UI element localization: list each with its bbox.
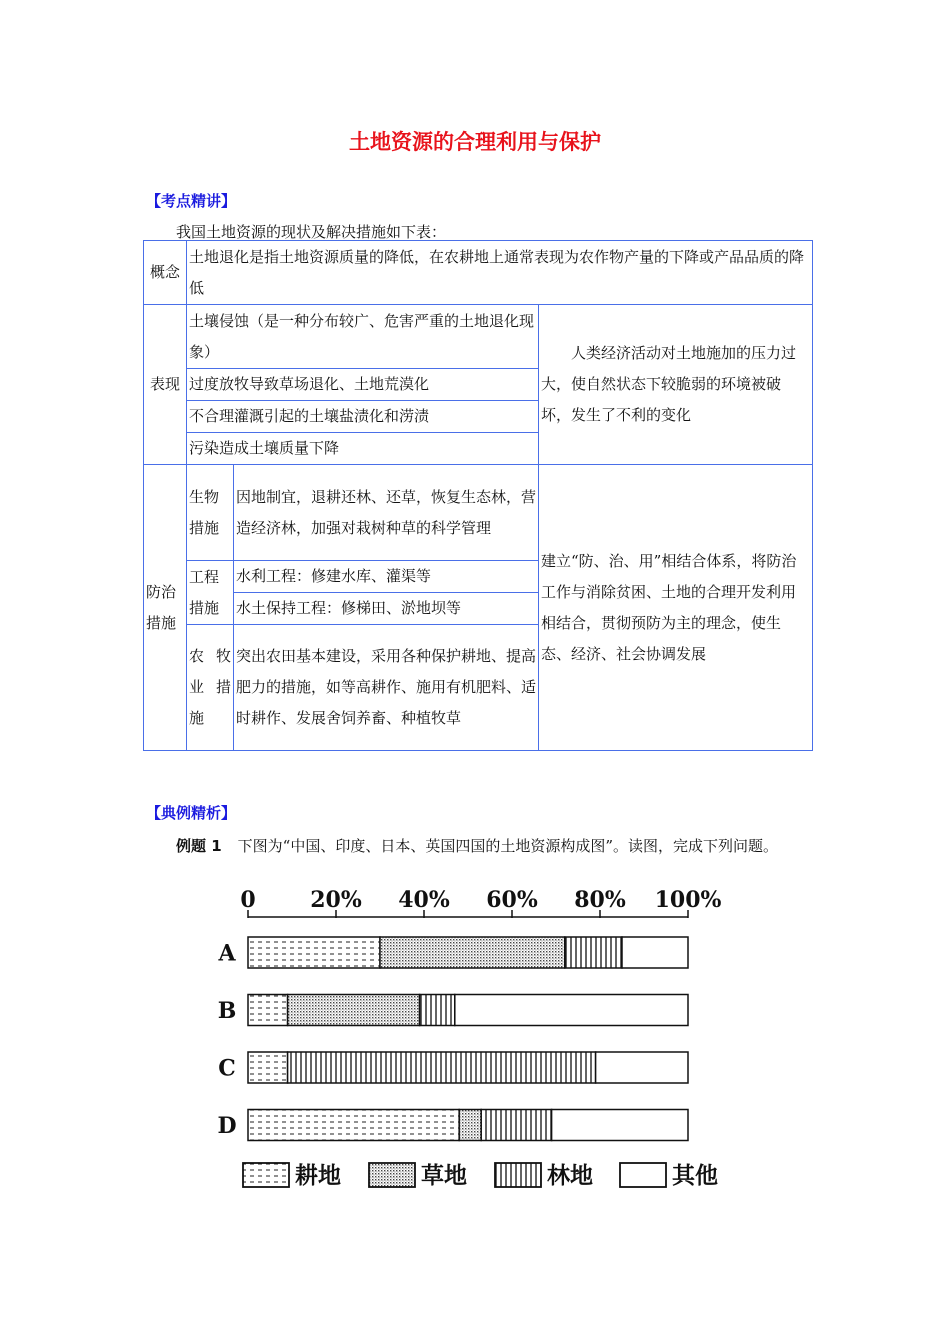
page-title: 土地资源的合理利用与保护 (349, 130, 601, 154)
example-text: 下图为“中国、印度、日本、英国四国的土地资源构成图”。读图，完成下列问题。 (237, 837, 779, 855)
bar-segment-forest (565, 937, 622, 968)
category-label: A (218, 940, 236, 967)
bar-segment-forest (288, 1052, 596, 1083)
intro-text: 我国土地资源的现状及解决措施如下表： (176, 223, 447, 241)
legend-swatch (243, 1163, 289, 1187)
manifest-label: 表现 (144, 305, 187, 465)
x-tick-label: 40% (398, 887, 450, 913)
engineering-item: 水利工程：修建水库、灌渠等 (234, 561, 539, 593)
land-resource-table (143, 240, 813, 751)
manifest-item: 土壤侵蚀（是一种分布较广、危害严重的土地退化现象） (187, 305, 539, 369)
example-question (146, 831, 812, 861)
manifest-cause: 人类经济活动对土地施加的压力过大，使自然状态下较脆弱的环境被破坏，发生了不利的变化 (539, 305, 813, 465)
bar-segment-other (552, 1110, 688, 1141)
bar-segment-farmland (248, 1110, 459, 1141)
agriculture-measure-label: 农牧业措施 (187, 625, 234, 751)
legend-swatch (369, 1163, 415, 1187)
legend-label: 林地 (547, 1163, 593, 1189)
category-label: C (218, 1055, 236, 1082)
manifest-item: 不合理灌溉引起的土壤盐渍化和涝渍 (187, 401, 539, 433)
bar-segment-farmland (248, 1052, 288, 1083)
bar-segment-other (455, 995, 688, 1026)
bio-measure-label: 生物措施 (187, 465, 234, 561)
x-tick-label: 60% (486, 887, 538, 913)
bar-segment-grassland (380, 937, 565, 968)
agriculture-measure-text: 突出农田基本建设，采用各种保护耕地、提高肥力的措施，如等高耕作、施用有机肥料、适时耕作、发展舍饲养畜、种植牧草 (234, 625, 539, 751)
bar-segment-farmland (248, 937, 380, 968)
measure-label: 防治措施 (144, 465, 187, 751)
measure-summary: 建立“防、治、用”相结合体系，将防治工作与消除贫困、土地的合理开发利用相结合，贯彻预防为主的理念，使生态、经济、社会协调发展 (539, 465, 813, 751)
bio-measure-text: 因地制宜，退耕还林、还草，恢复生态林，营造经济林，加强对栽树种草的科学管理 (234, 465, 539, 561)
category-label: B (217, 998, 237, 1024)
bar-segment-forest (420, 995, 455, 1026)
manifest-item: 过度放牧导致草场退化、土地荒漠化 (187, 369, 539, 401)
category-label: D (217, 1113, 237, 1139)
concept-label: 概念 (144, 241, 187, 305)
x-tick-label: 0 (240, 887, 256, 913)
concept-text: 土地退化是指土地资源质量的降低，在农耕地上通常表现为农作物产量的下降或产品品质的降低 (187, 241, 813, 305)
section-heading-examples: 【典例精析】 (146, 804, 237, 822)
bar-segment-farmland (248, 995, 288, 1026)
legend-swatch (620, 1163, 666, 1187)
bar-segment-grassland (288, 995, 420, 1026)
x-tick-label: 20% (310, 887, 362, 913)
land-composition-chart (210, 885, 750, 1205)
section-heading-key-points: 【考点精讲】 (146, 192, 237, 210)
legend-label: 其他 (672, 1163, 718, 1189)
x-tick-label: 80% (574, 887, 626, 913)
legend-label: 耕地 (295, 1163, 341, 1189)
manifest-item: 污染造成土壤质量下降 (187, 433, 539, 465)
x-tick-label: 100% (654, 887, 722, 913)
legend-swatch (495, 1163, 541, 1187)
bar-segment-grassland (459, 1110, 481, 1141)
engineering-measure-label: 工程措施 (187, 561, 234, 625)
engineering-item: 水土保持工程：修梯田、淤地坝等 (234, 593, 539, 625)
bar-segment-other (622, 937, 688, 968)
bar-segment-other (596, 1052, 688, 1083)
example-label: 例题 1 (176, 837, 222, 855)
legend-label: 草地 (421, 1163, 467, 1189)
bar-segment-forest (481, 1110, 551, 1141)
